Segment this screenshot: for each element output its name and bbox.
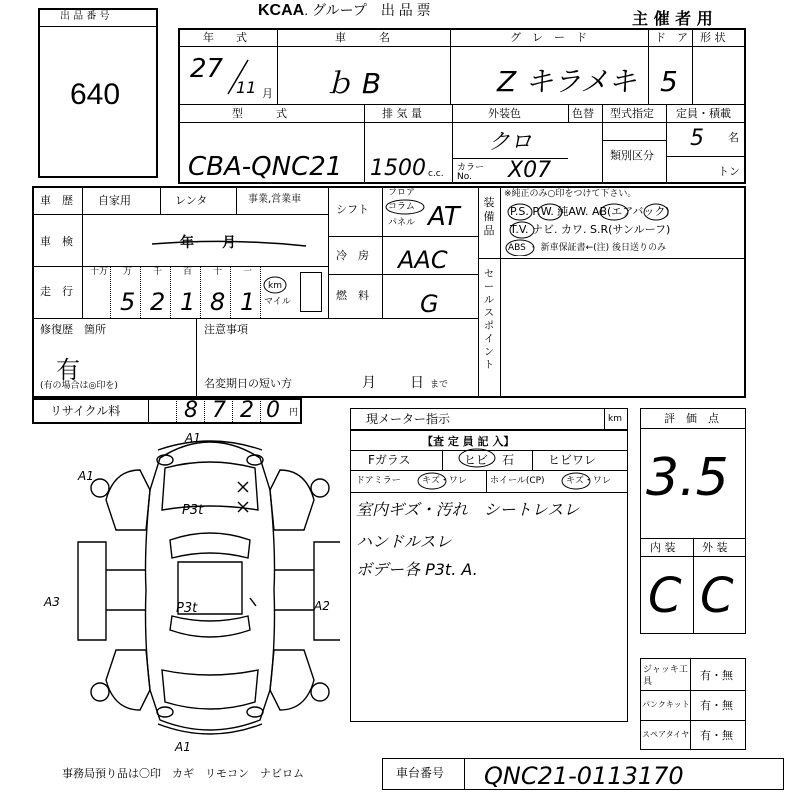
category-label: 類別区分 [610, 149, 654, 162]
grade-label: グ レ ー ド [510, 31, 587, 44]
header-subtitle: . グループ 出 品 票 [304, 2, 431, 18]
mileage-label: 走 行 [40, 285, 73, 298]
ton-unit: トン [718, 165, 740, 178]
chassis-label: 車台番号 [396, 766, 445, 780]
model-value: CBA-QNC21 [188, 152, 343, 182]
assessment-comment-1: ハンドルスレ [356, 532, 452, 551]
f-glass-label: Fガラス [368, 453, 411, 467]
brand-logo: KCAA [258, 2, 305, 19]
name-label: 車 名 [335, 31, 390, 44]
organizer-label: 主 催 者 用 [632, 9, 713, 28]
shift-panel: パネル [388, 218, 416, 228]
inspection-label: 車 検 [40, 235, 73, 248]
equipment-circles [500, 200, 700, 256]
door-value: 5 [660, 65, 678, 98]
recycle-label: リサイクル料 [50, 404, 121, 418]
lot-label: 出 品 番 号 [60, 11, 110, 22]
mileage-digit-1: 2 [150, 288, 166, 316]
mileage-digit-2: 1 [180, 288, 196, 316]
recycle-unit: 円 [289, 408, 299, 418]
car-diagram [70, 430, 340, 750]
shift-value: AT [428, 202, 460, 232]
spare-value: 有・無 [700, 729, 733, 742]
exterior-label: 外 装 [702, 541, 728, 554]
fuel-value: G [420, 290, 439, 318]
shape-label: 形 状 [700, 31, 726, 44]
km-circle [262, 274, 288, 294]
model-designation-label: 型式指定 [610, 107, 654, 120]
hibi-circle [456, 446, 498, 470]
mile-label: マイル [264, 297, 291, 307]
model-label: 型 式 [232, 107, 287, 120]
wheel-label: ホイール(CP) [490, 476, 545, 486]
assessment-title: 【査 定 員 記 入】 [422, 435, 515, 448]
repair-note: (有の場合は◎印を) [40, 381, 118, 391]
capacity-value: 5 [690, 126, 704, 151]
wheel-option: キズ・ワレ [566, 476, 611, 486]
history-private: 自家用 [98, 194, 131, 207]
spare-label: スペアタイヤ [642, 730, 690, 739]
diagram-mark-2: P3t [182, 503, 204, 518]
capacity-label: 定員・積載 [676, 107, 731, 120]
assessment-comment-0: 室内ギズ・汚れ シートレスレ [356, 500, 580, 519]
shift-column-circle [384, 198, 428, 216]
interior-value: C [648, 568, 682, 624]
displacement-label: 排 気 量 [382, 107, 422, 120]
notes-month: 月 [362, 375, 376, 391]
inspection-value: 年 月 [180, 235, 236, 251]
grade-value: Z キラメキ [497, 65, 637, 98]
chassis-value: QNC21-0113170 [484, 762, 684, 790]
sales-point-label: セ ー ル ス ポ イ ン ト [484, 269, 494, 371]
meter-unit: km [608, 414, 622, 424]
ishi-option: 石 [502, 453, 515, 467]
diagram-mark-3: P3t [176, 601, 198, 616]
shift-label: シフト [336, 203, 369, 216]
exterior-value: C [700, 568, 734, 624]
displacement-value: 1500 [370, 156, 426, 181]
jack-value: 有・無 [700, 669, 733, 682]
meter-label: 現メーター指示 [366, 412, 451, 426]
equipment-line2: T.V. ナビ. カワ. S.R(サンルーフ) [510, 223, 671, 236]
score-value: 3.5 [646, 448, 729, 508]
mirror-label: ドアミラー [356, 476, 401, 486]
hibiware-option: ヒビワレ [548, 453, 597, 467]
month-value: 11 [236, 78, 257, 97]
km-label: km [268, 281, 282, 291]
diagram-mark-0: A1 [185, 431, 201, 445]
door-label: ド ア [655, 31, 688, 44]
mileage-digit-0: 5 [120, 288, 136, 316]
shift-column: コラム [388, 202, 415, 212]
ac-value: AAC [398, 246, 448, 274]
mirror-option: キズ・ワレ [422, 476, 467, 486]
recycle-digit-0: 8 [184, 398, 198, 423]
equipment-note: ※純正のみ○印をつけて下さい。 [504, 189, 637, 199]
diagram-mark-5: A2 [314, 599, 330, 613]
person-unit: 名 [728, 131, 739, 144]
assessment-comment-2: ボデー各 P3t. A. [356, 560, 478, 579]
history-commercial: 事業,営業車 [248, 194, 302, 205]
digit-label-3: 百 [183, 267, 193, 277]
shift-floor: フロア [388, 188, 416, 198]
car-name-value: ｂ B [325, 67, 382, 100]
inspection-strike [150, 236, 310, 250]
month-unit: 月 [262, 87, 273, 100]
diagram-mark-4: A3 [44, 595, 60, 609]
digit-label-0: 十万 [90, 267, 109, 277]
mileage-digit-3: 8 [210, 288, 226, 316]
repair-label: 修復歴 箇所 [40, 323, 106, 336]
equipment-line1: P.S. P.W. 純AW. AB(エアバック) [510, 205, 670, 218]
ac-label: 冷 房 [336, 249, 369, 262]
color-label: 外装色 [488, 107, 521, 120]
interior-label: 内 装 [650, 541, 676, 554]
notes-day: 日 [410, 375, 424, 391]
color-value: クロ [488, 130, 533, 155]
digit-label-4: 十 [213, 267, 223, 277]
mirror-circle [416, 470, 450, 492]
short-term-label: 名変期日の短い方 [204, 377, 292, 390]
digit-label-1: 万 [123, 267, 133, 277]
recycle-digit-3: 0 [266, 398, 280, 423]
diagram-mark-6: A1 [175, 740, 191, 754]
equipment-label: 装備品 [483, 196, 495, 237]
digit-label-5: 一 [243, 267, 253, 277]
color-no-label: カラー No. [457, 163, 485, 182]
digit-label-2: 千 [153, 267, 163, 277]
repair-value: 有 [56, 356, 80, 384]
office-note: 事務局預り品は〇印 カギ リモコン ナビロム [62, 767, 304, 780]
color-change-label: 色替 [572, 107, 594, 120]
wheel-circle [560, 470, 594, 492]
recycle-digit-1: 7 [212, 398, 226, 423]
mileage-digit-4: 1 [240, 288, 256, 316]
year-value: 27 [190, 54, 224, 84]
diagram-mark-1: A1 [78, 469, 94, 483]
history-rental: レンタ [175, 194, 208, 207]
header-title [258, 0, 431, 20]
jack-label: ジャッキ工 具 [643, 665, 697, 687]
cc-unit: c.c. [428, 169, 444, 179]
equipment-line3: ABS ・ 新車保証書←(注) 後日送りのみ [508, 243, 667, 253]
puncture-value: 有・無 [700, 699, 733, 712]
notes-until: まで [430, 380, 449, 390]
fuel-label: 燃 料 [336, 289, 369, 302]
lot-number: 640 [70, 78, 121, 111]
mileage-note-box [300, 272, 322, 312]
score-label: 評 価 点 [664, 412, 719, 425]
recycle-digit-2: 2 [240, 398, 254, 423]
history-label: 車 歴 [40, 194, 73, 207]
year-label: 年 式 [203, 31, 247, 44]
notes-label: 注意事項 [204, 323, 248, 336]
puncture-label: パンクキット [642, 700, 690, 709]
color-no-value: X07 [508, 158, 552, 183]
hibi-option: ヒビ [464, 453, 489, 467]
